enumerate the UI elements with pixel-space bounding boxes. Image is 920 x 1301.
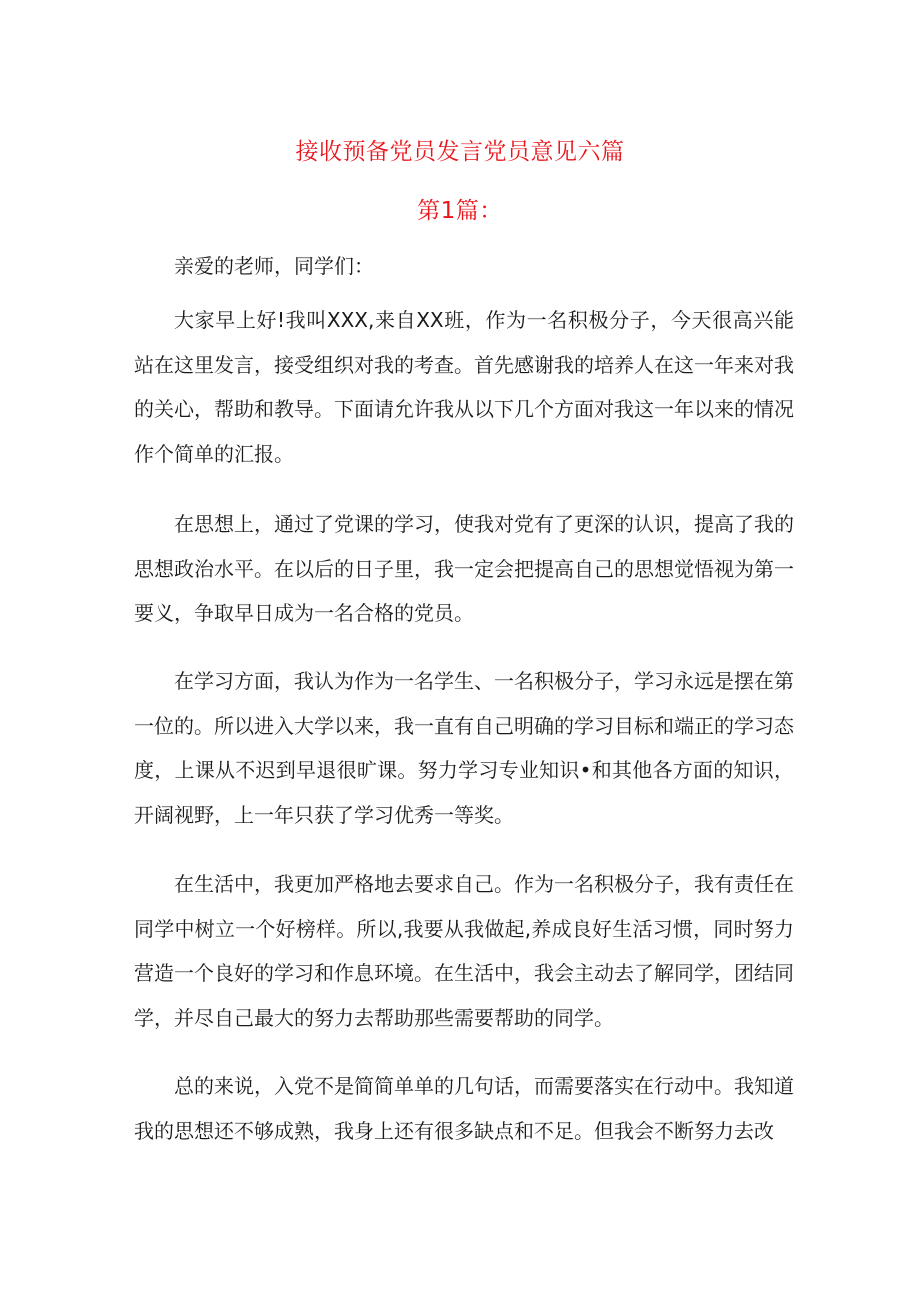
body-paragraph-summary: 总的来说，入党不是简简单单的几句话，而需要落实在行动中。我知道我的思想还不够成熟，我身上还有很多缺点和不足。但我会不断努力去改 <box>134 1074 794 1143</box>
greeting-paragraph: 亲爱的老师，同学们： <box>174 254 374 278</box>
section-heading: 第1篇： <box>417 198 503 224</box>
body-paragraph-thought: 在思想上，通过了党课的学习，使我对党有了更深的认识，提高了我的思想政治水平。在以后的日子里，我一定会把提高自己的思想觉悟视为第一要义，争取早日成为一名合格的党员。 <box>134 512 794 626</box>
body-paragraph-study: 在学习方面，我认为作为一名学生、一名积极分子，学习永远是摆在第一位的。所以进入大学以来，我一直有自己明确的学习目标和端正的学习态度，上课从不迟到早退很旷课。努力学习专业知识•和其他各方面的知识，开阔视野，上一年只获了学习优秀一等奖。 <box>134 669 794 827</box>
document-title: 接收预备党员发言党员意见六篇 <box>295 139 625 165</box>
body-paragraph-intro: 大家早上好!我叫XXX,来自XX班，作为一名积极分子，今天很高兴能站在这里发言，接受组织对我的考查。首先感谢我的培养人在这一年来对我的关心，帮助和教导。下面请允许我从以下几个方面对我这一年以来的情况作个简单的汇报。 <box>134 308 794 466</box>
body-paragraph-life: 在生活中，我更加严格地去要求自己。作为一名积极分子，我有责任在同学中树立一个好榜样。所以,我要从我做起,养成良好生活习惯，同时努力营造一个良好的学习和作息环境。在生活中，我会主动去了解同学，团结同学，并尽自己最大的努力去帮助那些需要帮助的同学。 <box>134 872 794 1030</box>
